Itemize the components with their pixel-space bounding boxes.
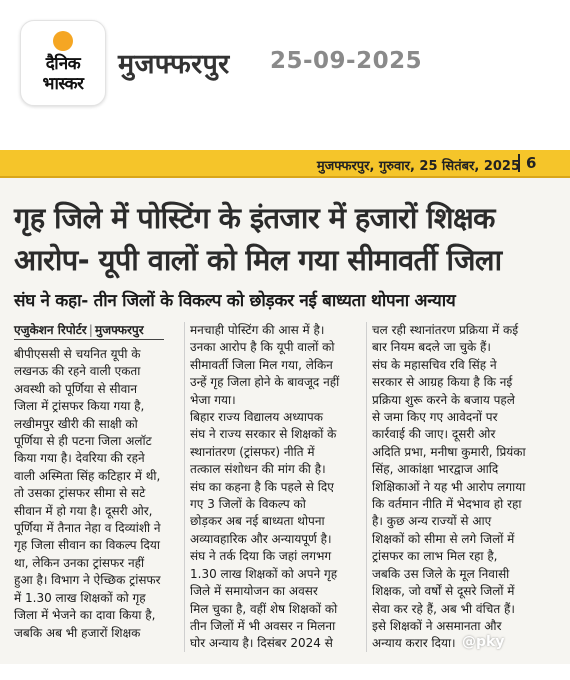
article-line: है। कुछ अन्य राज्यों से आए <box>372 514 492 529</box>
article-line: तत्काल संशोधन की मांग की है। <box>190 462 326 477</box>
headline-line-1: गृह जिले में पोस्टिंग के इंतजार में हजारों शिक्षक <box>14 201 495 235</box>
article-line: संघ का कहना है कि पहले से दिए <box>190 479 334 494</box>
article-line: जबकि उस जिले के मूल निवासी <box>372 566 510 581</box>
article-column-3 <box>372 322 552 653</box>
article-line: हुआ है। विभाग ने ऐच्छिक ट्रांसफर <box>14 573 161 588</box>
article-line: उन्हें गृह जिला होने के बावजूद नहीं <box>190 375 340 390</box>
article-line: तीन जिलों में भी अवसर न मिलना <box>190 618 336 633</box>
article-line: 1.30 लाख शिक्षकों को अपने गृह <box>190 566 338 581</box>
article-line: जिला में भेजने का दावा किया है, <box>14 608 156 623</box>
article-line: चल रही स्थानांतरण प्रक्रिया में कई <box>372 323 519 337</box>
dainik-bhaskar-logo[interactable] <box>20 20 106 106</box>
city-name: मुजफ्फरपुर <box>118 49 230 80</box>
byline-underline <box>14 339 164 340</box>
article-line: शिक्षक, जो वर्षों से दूसरे जिलों में <box>372 584 515 599</box>
article-line: बिहार राज्य विद्यालय अध्यापक <box>190 410 323 425</box>
article-line: वाली अस्मिता सिंह कटिहार में थी, <box>14 468 161 483</box>
article-line: बार नियम बदले जा चुके हैं। <box>372 340 491 355</box>
column-divider <box>366 322 367 652</box>
masthead-rule <box>0 176 570 178</box>
article-line: बीपीएससी से चयनित यूपी के <box>14 347 141 361</box>
article-line: अव्यावहारिक और अन्यायपूर्ण है। <box>190 531 332 546</box>
article-line: सरकार से आग्रह किया है कि नई <box>372 375 513 390</box>
article-line: कि वर्तमान नीति में भेदभाव हो रहा <box>372 497 522 512</box>
article-line: सिंह, आकांक्षा भारद्वाज आदि <box>372 462 499 477</box>
article-line: संघ के महासचिव रवि सिंह ने <box>372 357 497 372</box>
byline <box>14 321 144 338</box>
logo-line-1: दैनिक <box>45 54 81 74</box>
app-header <box>0 0 570 112</box>
article-line: लखीमपुर खीरी की साक्षी को <box>14 416 138 431</box>
bottom-strip <box>0 664 570 680</box>
byline-place: मुजफ्फरपुर <box>95 323 144 337</box>
headline-line-2: आरोप- यूपी वालों को मिल गया सीमावर्ती जिला <box>14 243 502 277</box>
column-divider <box>184 322 185 652</box>
article-line: शिक्षकों को सीमा से लगे जिलों में <box>372 531 515 546</box>
article-line: लखनऊ की रहने वाली एकता <box>14 364 141 379</box>
article-column-2 <box>190 322 362 653</box>
article-line: था, लेकिन उनका ट्रांसफर नहीं <box>14 555 145 570</box>
article-line: घोर अन्याय है। दिसंबर 2024 से <box>190 636 333 651</box>
article-line: गृह जिला सीवान का विकल्प दिया <box>14 538 160 553</box>
article-line: अन्याय करार दिया। <box>372 636 456 651</box>
article-line: संघ ने तर्क दिया कि जहां लगभग <box>190 549 332 564</box>
article-line: भेजा गया। <box>190 392 236 407</box>
article-line: से जमा किए गए आवेदनों पर <box>372 410 498 425</box>
article-line: में 1.30 लाख शिक्षकों को गृह <box>14 590 146 605</box>
sun-icon <box>53 31 73 51</box>
article-line: पूर्णिया में तैनात नेहा व दिव्यांशी ने <box>14 521 161 536</box>
article-line: कार्रवाई की जाए। दूसरी ओर <box>372 427 496 442</box>
article-line: मिल चुका है, वहीं शेष शिक्षकों को <box>190 601 338 616</box>
article-line: गए 3 जिलों के विकल्प को <box>190 497 306 512</box>
article-column-1 <box>14 346 180 642</box>
article-line: सेवा कर रहे हैं, अब भी वंचित हैं। <box>372 601 515 616</box>
article-line: संघ ने राज्य सरकार से शिक्षकों के <box>190 427 337 442</box>
article-line: जबकि अब भी हजारों शिक्षक <box>14 625 141 640</box>
byline-separator: | <box>88 323 94 337</box>
article-line: उनका आरोप है कि यूपी वालों को <box>190 340 335 355</box>
page-number: 6 <box>518 154 536 172</box>
edition-date: 25-09-2025 <box>270 48 423 74</box>
logo-line-2: भास्कर <box>42 74 84 94</box>
subheadline: संघ ने कहा- तीन जिलों के विकल्प को छोड़कर नई बाध्यता थोपना अन्याय <box>14 291 456 311</box>
article-line: प्रक्रिया शुरू करने के बजाय पहले <box>372 392 515 407</box>
article-line: शिक्षिकाओं ने यह भी आरोप लगाया <box>372 479 526 494</box>
article-line: सीवान में हो गया है। दूसरी ओर, <box>14 503 153 518</box>
article-line: छोड़कर अब नई बाध्यता थोपना <box>190 514 325 529</box>
article-line: किया गया है। देवरिया की रहने <box>14 451 145 466</box>
article-line: अदिति प्रभा, मनीषा कुमारी, प्रियंका <box>372 444 526 459</box>
article-line: पूर्णिया से ही पटना जिला अलॉट <box>14 434 152 449</box>
byline-reporter: एजुकेशन रिपोर्टर <box>14 323 87 337</box>
article-line: तो उसका ट्रांसफर सीमा से सटे <box>14 486 146 501</box>
article-line: जिले में समायोजन का अवसर <box>190 584 318 599</box>
article-line: सीमावर्ती जिला मिल गया, लेकिन <box>190 357 333 372</box>
article-line: स्थानांतरण (ट्रांसफर) नीति में <box>190 444 315 459</box>
watermark: @pky <box>462 634 505 650</box>
article-line: अवस्थी को पूर्णिया से सीवान <box>14 381 138 396</box>
article-line: जिला में ट्रांसफर किया गया है, <box>14 399 145 414</box>
article-line: ट्रांसफर का लाभ मिल रहा है, <box>372 549 498 564</box>
dateline: मुजफ्फरपुर, गुरुवार, 25 सितंबर, 2025 <box>316 159 520 174</box>
article-line: इसे शिक्षकों ने असमानता और <box>372 618 502 633</box>
article-line: मनचाही पोस्टिंग की आस में है। <box>190 323 325 337</box>
